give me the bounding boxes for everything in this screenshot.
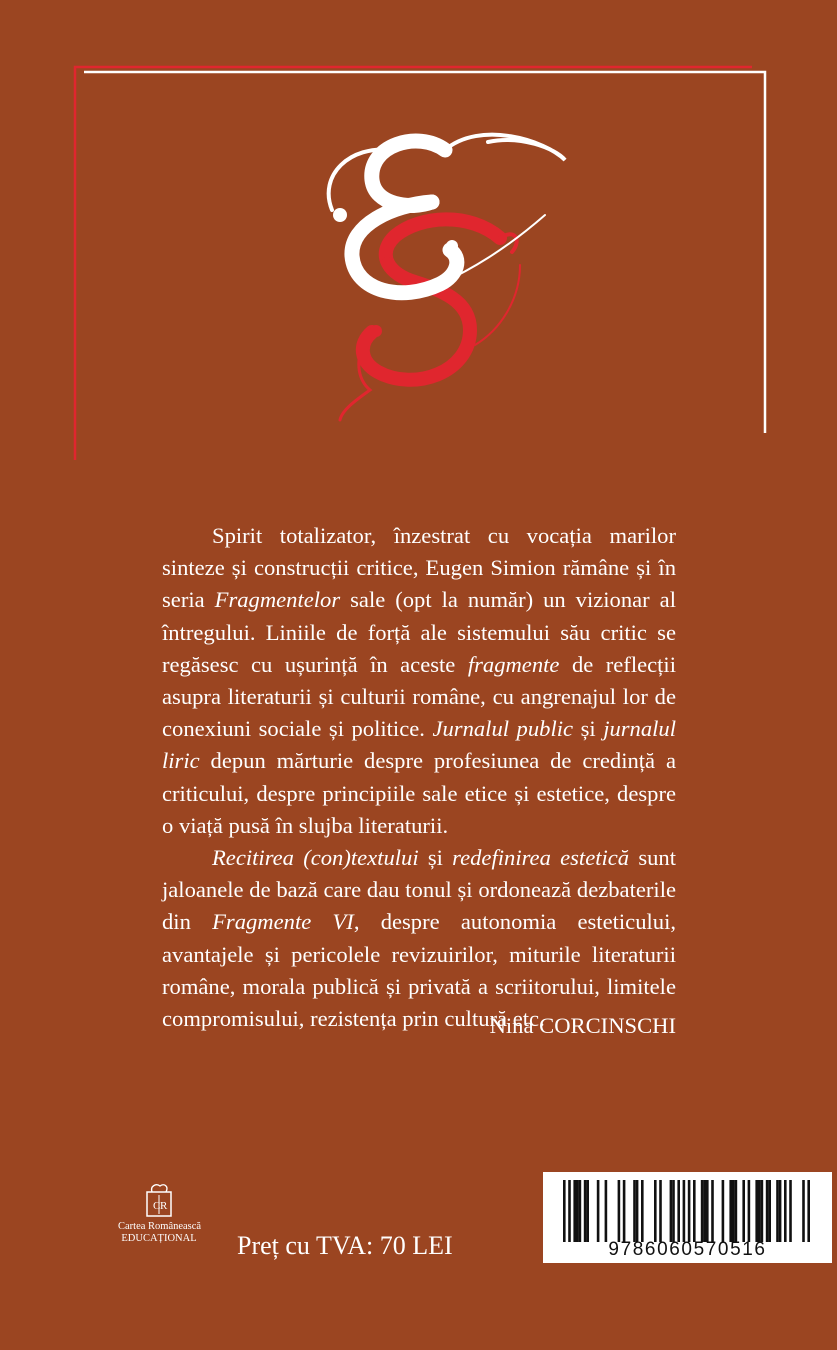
barcode-bar [784,1180,787,1242]
text-run: sale (opt la număr) un vizionar al întregului. Liniile de forță ale sistemului său critic se regăsesc cu ușurință în aceste [162,587,676,677]
barcode-bar [659,1180,662,1242]
barcode-bar [701,1180,704,1242]
barcode-bar [563,1180,566,1242]
barcode-bar [735,1180,738,1242]
barcode-bar [618,1180,621,1242]
publisher-imprint: EDUCAȚIONAL [121,1233,197,1244]
barcode-bar [584,1180,587,1242]
barcode-bar [623,1180,626,1242]
barcode-bar [742,1180,745,1242]
svg-text:R: R [160,1200,168,1212]
barcode-bar [711,1180,714,1242]
barcode-bar [789,1180,792,1242]
publisher-logo-icon [144,1182,174,1218]
blurb-paragraph-2 [162,842,676,1035]
es-monogram-icon [0,0,837,460]
barcode-bar [579,1180,582,1242]
barcode-bar [807,1180,810,1242]
blurb-paragraph-1 [162,520,676,842]
barcode-bar [654,1180,657,1242]
barcode-bar [776,1180,779,1242]
barcode-bar [761,1180,764,1242]
barcode-bar [768,1180,771,1242]
barcode-bar [573,1180,576,1242]
barcode-bar [706,1180,709,1242]
barcode-bar [779,1180,782,1242]
barcode-bar [693,1180,696,1242]
barcode-bar [683,1180,686,1242]
barcode-bar [636,1180,639,1242]
barcode-bar [748,1180,751,1242]
barcode-bar [605,1180,608,1242]
barcode-bar [688,1180,691,1242]
barcode-bar [758,1180,761,1242]
barcode-bar [722,1180,725,1242]
italic-phrase: Fragmente VI [212,909,354,935]
italic-phrase: jurnalul liric [162,716,676,774]
italic-phrase: fragmente [467,651,560,677]
barcode-bar [802,1180,805,1242]
text-run: depun mărturie despre profesiunea de credință a criticului, despre principiile sale etice și estetice, despre o viață pusă în slujba literaturii. [162,748,676,838]
barcode-bar [576,1180,579,1242]
italic-phrase: Jurnalul public [432,716,574,742]
italic-phrase: redefinirea estetică [452,845,630,871]
barcode-bar [766,1180,769,1242]
text-run: , despre autonomia esteticului, avantajele și pericolele revizuirilor, miturile literaturii române, morala publică și privată a scriitorului, limitele compromisului, rezistența prin cultură etc. [162,909,676,1032]
author-name: Nina CORCINSCHI [489,1013,676,1038]
text-run: de reflecții asupra literaturii și culturii române, cu angrenajul lor de conexiuni sociale și politice. [162,651,676,742]
barcode-bar [586,1180,589,1242]
isbn-digits: 9786060570516 [608,1239,767,1260]
barcode-bar [641,1180,644,1242]
barcode-bar [568,1180,571,1242]
barcode-bar [670,1180,673,1242]
barcode-bar [672,1180,675,1242]
barcode-bar [677,1180,680,1242]
barcode-bar [732,1180,735,1242]
barcode-bar [729,1180,732,1242]
text-run: și [573,716,604,742]
barcode-bar [597,1180,600,1242]
barcode-bars [543,1172,832,1242]
text-run: sunt jaloanele de bază care dau tonul și ordonează dezbaterile din [162,845,676,935]
barcode-bar [633,1180,636,1242]
barcode [543,1172,832,1263]
text-run: Spirit totalizator, înzestrat cu vocația marilor sinteze și construcții critice, Eugen Simion rămâne și în seria [162,523,676,613]
price-label: Preț cu TVA: 70 LEI [237,1231,453,1260]
italic-phrase: Recitirea (con)textului [212,845,419,871]
text-run: și [418,845,453,871]
blurb-text [162,520,676,1035]
svg-text:C: C [153,1200,161,1212]
italic-phrase: Fragmentelor [214,587,341,613]
publisher-name: Cartea Românească [118,1221,202,1232]
barcode-bar [755,1180,758,1242]
barcode-bar [703,1180,706,1242]
publisher-logo [118,1182,200,1272]
